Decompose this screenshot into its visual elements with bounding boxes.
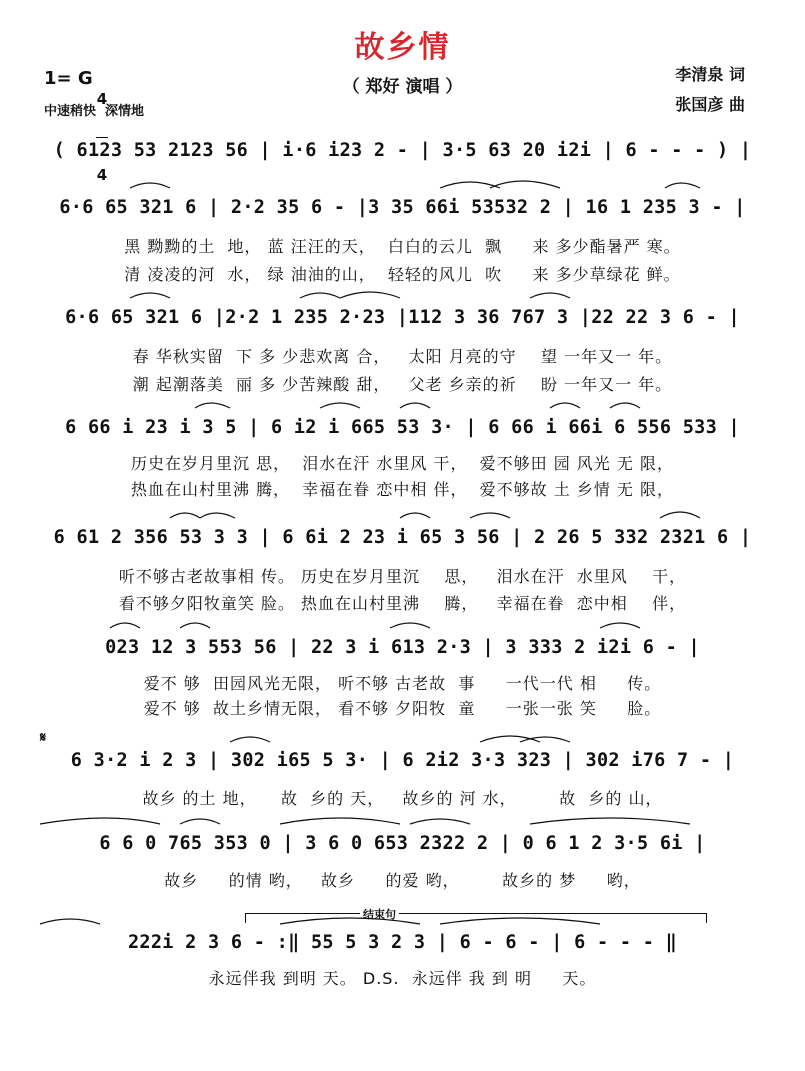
notation-row-intro: ( 6123 53 2123 56 | i·6 i23 2 - | 3·5 63 20 i2i | 6 - - - ) | <box>53 140 752 161</box>
slur-arc <box>410 819 470 824</box>
slur-arc <box>530 818 690 824</box>
slur-arc <box>400 513 430 518</box>
slur-arc <box>600 623 640 628</box>
lyric-line: 爱不 够 故土乡情无限， 看不够 夕阳牧 童 一张一张 笑 脸。 <box>143 699 662 718</box>
song-title: 故乡情 <box>354 30 451 65</box>
lyric-line: 故乡 的情 哟， 故乡 的爱 哟， 故乡的 梦 哟， <box>164 871 641 890</box>
slur-arc <box>665 183 700 188</box>
slur-arc <box>180 819 220 824</box>
slur-arc <box>40 919 100 924</box>
lyric-line: 历史在岁月里沉 思， 泪水在汗 水里风 干， 爱不够田 园 风光 无 限， <box>131 454 674 473</box>
singer-credit: （ 郑好 演唱 ） <box>342 77 463 97</box>
slur-arc <box>400 403 430 408</box>
slur-arc <box>320 403 360 408</box>
lyric-line: 黑 黝黝的土 地， 蓝 汪汪的天， 白白的云儿 飘 来 多少酯暑严 寒。 <box>124 237 681 256</box>
lyric-line: 潮 起潮落美 丽 多 少苦辣酸 甜， 父老 乡亲的祈 盼 一年又一 年。 <box>132 375 673 394</box>
slur-arc <box>660 512 700 518</box>
lyric-line: 永远伴我 到明 天。 D.S. 永远伴 我 到 明 天。 <box>208 969 597 988</box>
slur-arc <box>195 403 230 408</box>
tempo-marking: 中速稍快 深情地 <box>44 104 145 119</box>
slur-arc <box>180 623 210 628</box>
slur-arc <box>170 513 200 518</box>
slur-arc <box>340 292 400 298</box>
notation-row: 222i 2 3 6 - :‖ 55 5 3 2 3 | 6 - 6 - | 6 - - - ‖ <box>127 932 678 953</box>
slur-arc <box>390 623 430 628</box>
notation-row: 6 6 0 765 353 0 | 3 6 0 653 2322 2 | 0 6 1 2 3·5 6i | <box>99 833 706 854</box>
notation-row: 6·6 65 321 6 | 2·2 35 6 - |3 35 66i 53532 2 | 16 1 235 3 - | <box>59 197 746 218</box>
lyric-line: 看不够夕阳牧童笑 脸。 热血在山村里沸 腾， 幸福在眷 恋中相 伴， <box>118 594 687 613</box>
lyric-line: 故乡 的土 地， 故 乡的 天， 故乡的 河 水， 故 乡的 山， <box>142 789 663 808</box>
notation-row: 6 66 i 23 i 3 5 | 6 i2 i 665 53 3· | 6 66 i 66i 6 556 533 | <box>65 417 740 438</box>
slur-arc <box>200 513 235 518</box>
slur-arc <box>550 403 580 408</box>
lyricist-credit: 李清泉 词 <box>675 65 745 84</box>
segno-sign: 𝄋 <box>40 730 47 746</box>
slur-arc <box>130 293 170 298</box>
lyric-line: 爱不 够 田园风光无限， 听不够 古老故 事 一代一代 相 传。 <box>143 674 662 693</box>
notation-row: 023 12 3 553 56 | 22 3 i 613 2·3 | 3 333 2 i2i 6 - | <box>105 637 700 658</box>
notation-row: 6 61 2 356 53 3 3 | 6 6i 2 23 i 65 3 56 | 2 26 5 332 2321 6 | <box>53 527 752 548</box>
slur-arc <box>440 918 600 924</box>
slur-arc <box>470 513 510 518</box>
time-signature-top: 4 <box>96 90 108 108</box>
time-signature-bottom: 4 <box>96 166 108 184</box>
slur-arc <box>280 818 400 824</box>
key-signature: 1= G <box>44 68 93 89</box>
slur-arc <box>490 181 560 188</box>
ending-label: 结束句 <box>360 906 399 922</box>
slur-arc <box>300 293 340 298</box>
notation-row: 6·6 65 321 6 |2·2 1 235 2·23 |112 3 36 767 3 |22 22 3 6 - | <box>65 307 740 328</box>
slur-arc <box>230 737 270 742</box>
composer-credit: 张国彦 曲 <box>675 95 745 114</box>
slur-arc <box>610 403 640 408</box>
slur-arc <box>530 293 570 298</box>
slur-arc <box>40 818 160 824</box>
lyric-line: 春 华秋实留 下 多 少悲欢离 合， 太阳 月亮的守 望 一年又一 年。 <box>132 347 673 366</box>
lyric-line: 清 凌凌的河 水， 绿 油油的山， 轻轻的风儿 吹 来 多少草绿花 鲜。 <box>124 265 681 284</box>
notation-row: 6 3·2 i 2 3 | 302 i65 5 3· | 6 2i2 3·3 323 | 302 i76 7 - | <box>70 750 735 771</box>
slur-arc <box>110 623 140 628</box>
lyric-line: 热血在山村里沸 腾， 幸福在眷 恋中相 伴， 爱不够故 土 乡情 无 限， <box>131 480 674 499</box>
slur-arc <box>280 918 420 924</box>
lyric-line: 听不够古老故事相 传。 历史在岁月里沉 思， 泪水在汗 水里风 干， <box>118 567 687 586</box>
slur-arc <box>130 183 170 188</box>
